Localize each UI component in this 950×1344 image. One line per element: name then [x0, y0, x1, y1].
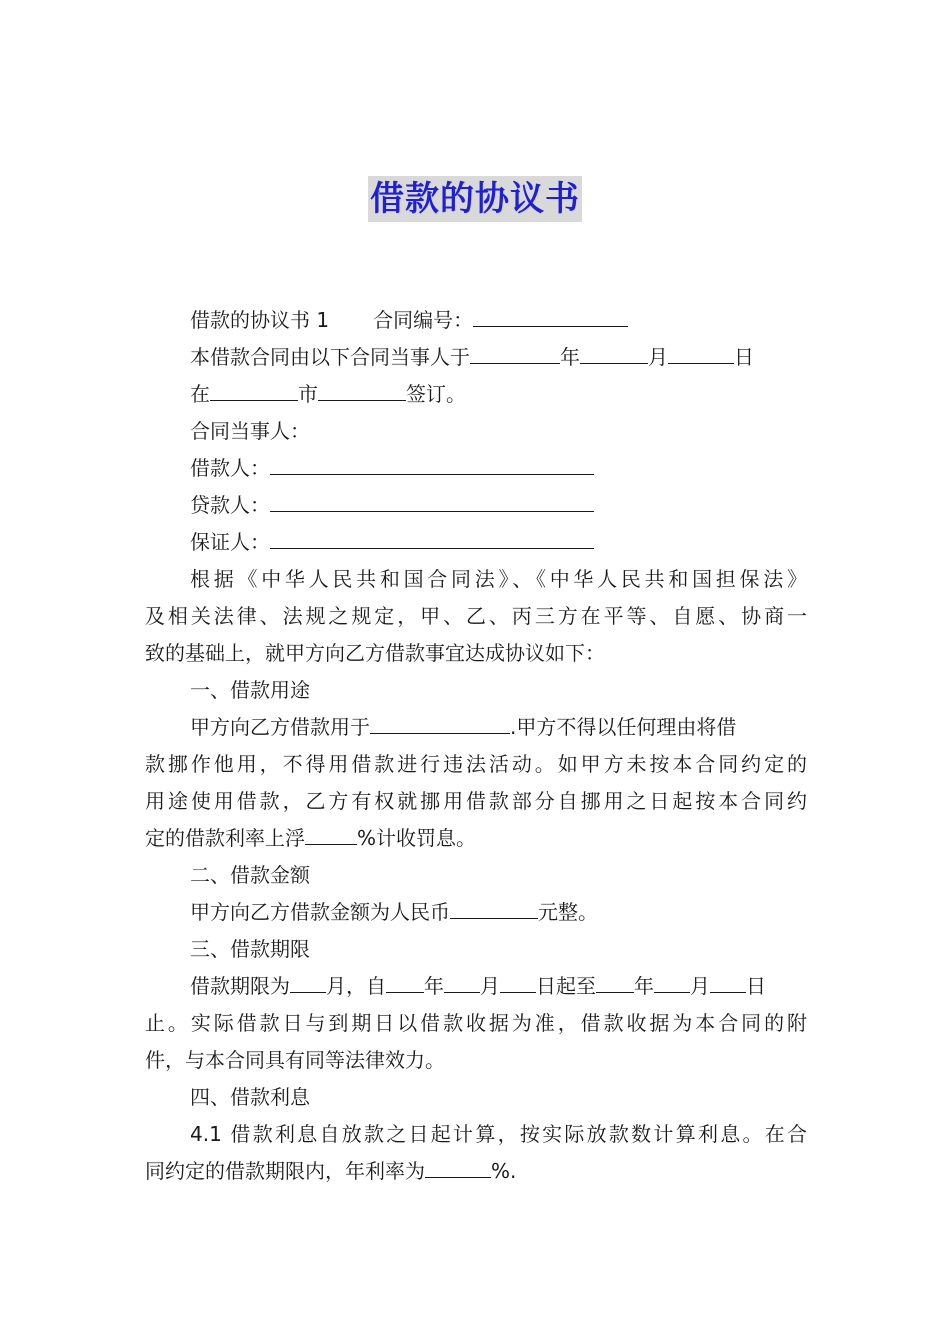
- amount-text-a: 甲方向乙方借款金额为人民币: [190, 900, 450, 924]
- place-blank-2: [318, 376, 406, 401]
- preamble-line-3: 致的基础上，就甲方向乙方借款事宜达成协议如下：: [145, 641, 605, 665]
- start-day-blank: [500, 968, 536, 993]
- penalty-text-b: %计收罚息。: [357, 826, 477, 850]
- term-line-1: [145, 968, 807, 1005]
- term-line-2: 止。实际借款日与到期日以借款收据为准，借款收据为本合同的附: [145, 1011, 807, 1035]
- city-label: 市: [298, 382, 318, 406]
- end-day-label: 日: [746, 974, 766, 998]
- borrower-label: 借款人：: [190, 456, 270, 480]
- guarantor-label: 保证人：: [190, 530, 270, 554]
- preamble-line-2: 及相关法律、法规之规定，甲、乙、丙三方在平等、自愿、协商一: [145, 604, 807, 628]
- start-year-blank: [386, 968, 424, 993]
- signing-place-line: [145, 376, 807, 413]
- guarantor-line: [145, 524, 807, 561]
- end-year-blank: [596, 968, 634, 993]
- signing-date-line: [145, 339, 807, 376]
- place-prefix: 在: [190, 382, 210, 406]
- contract-subtitle: 借款的协议书 1: [190, 308, 330, 332]
- lender-line: [145, 487, 807, 524]
- purpose-line-4: [145, 820, 807, 857]
- purpose-line-2: 款挪作他用，不得用借款进行违法活动。如甲方未按本合同约定的: [145, 752, 807, 776]
- section-4-heading: 四、借款利息: [190, 1085, 310, 1109]
- amount-blank: [450, 894, 538, 919]
- lender-label: 贷款人：: [190, 493, 270, 517]
- term-months-blank: [290, 968, 326, 993]
- section-2-heading: 二、借款金额: [190, 863, 310, 887]
- year-blank: [470, 339, 560, 364]
- contract-header-line: [145, 302, 807, 339]
- parties-heading: 合同当事人：: [190, 419, 310, 443]
- guarantor-blank: [270, 524, 594, 549]
- start-month-blank: [444, 968, 480, 993]
- purpose-text-a: 甲方向乙方借款用于: [190, 715, 370, 739]
- end-day-blank: [710, 968, 746, 993]
- year-label: 年: [560, 345, 580, 369]
- section-3-heading: 三、借款期限: [190, 937, 310, 961]
- interest-text-a: 同约定的借款期限内，年利率为: [145, 1159, 425, 1183]
- term-text-e: 日起至: [536, 974, 596, 998]
- borrower-line: [145, 450, 807, 487]
- lender-blank: [270, 487, 594, 512]
- month-blank: [580, 339, 648, 364]
- end-month-label: 月: [690, 974, 710, 998]
- penalty-text-a: 定的借款利率上浮: [145, 826, 305, 850]
- interest-line-1: 4.1 借款利息自放款之日起计算，按实际放款数计算利息。在合: [190, 1122, 807, 1146]
- term-text-a: 借款期限为: [190, 974, 290, 998]
- purpose-text-b: .甲方不得以任何理由将借: [510, 715, 737, 739]
- annual-rate-blank: [425, 1153, 491, 1178]
- place-blank-1: [210, 376, 298, 401]
- title-wrap: [0, 176, 950, 222]
- day-blank: [668, 339, 734, 364]
- interest-text-b: %.: [491, 1159, 517, 1183]
- purpose-line-1: [145, 709, 807, 746]
- start-month-label: 月: [480, 974, 500, 998]
- signing-date-text: 本借款合同由以下合同当事人于: [190, 345, 470, 369]
- purpose-blank: [370, 709, 510, 734]
- contract-number-blank: [473, 302, 628, 327]
- preamble-line-1: 根据《中华人民共和国合同法》、《中华人民共和国担保法》: [190, 567, 807, 591]
- amount-text-b: 元整。: [538, 900, 598, 924]
- day-label: 日: [734, 345, 754, 369]
- interest-line-2: [145, 1153, 807, 1190]
- end-year-label: 年: [634, 974, 654, 998]
- term-line-3: 件，与本合同具有同等法律效力。: [145, 1048, 445, 1072]
- amount-line: [145, 894, 807, 931]
- contract-number-label: 合同编号：: [373, 308, 474, 332]
- document-title: 借款的协议书: [368, 176, 582, 222]
- document-body: [145, 302, 807, 1190]
- term-text-b: 月，自: [326, 974, 386, 998]
- start-year-label: 年: [424, 974, 444, 998]
- purpose-line-3: 用途使用借款，乙方有权就挪用借款部分自挪用之日起按本合同约: [145, 789, 807, 813]
- borrower-blank: [270, 450, 594, 475]
- end-month-blank: [654, 968, 690, 993]
- section-1-heading: 一、借款用途: [190, 678, 310, 702]
- month-label: 月: [648, 345, 668, 369]
- penalty-rate-blank: [305, 820, 357, 845]
- signed-label: 签订。: [406, 382, 466, 406]
